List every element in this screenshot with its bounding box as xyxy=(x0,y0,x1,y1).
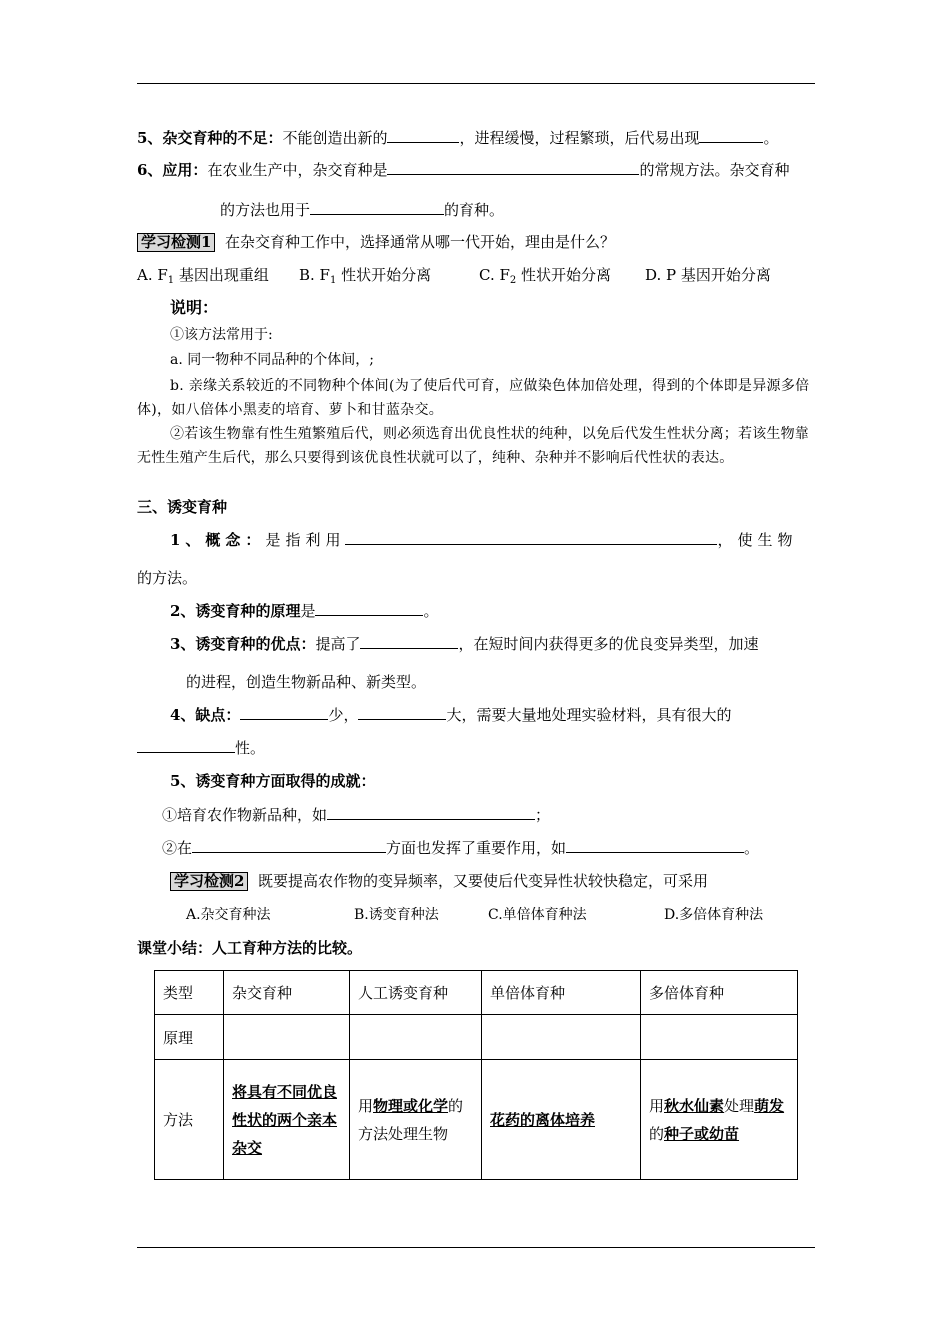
option-b[interactable]: B.诱变育种法 xyxy=(354,907,439,923)
note-title: 说明： xyxy=(170,298,219,317)
disadvantage-cont: 性。 xyxy=(137,738,265,758)
option-d[interactable]: D.多倍体育种法 xyxy=(664,907,764,923)
table-cell[interactable] xyxy=(482,1015,641,1060)
table-cell[interactable] xyxy=(224,1015,350,1060)
table-cell[interactable] xyxy=(641,1015,798,1060)
blank[interactable] xyxy=(566,838,744,853)
option-d[interactable]: D. P 基因开始分离 xyxy=(645,266,771,284)
method-hybrid: 将具有不同优良性状的两个亲本杂交 xyxy=(224,1060,350,1180)
option-a[interactable]: A. $F_1$ 基因出现重组 xyxy=(137,266,269,286)
table-row xyxy=(155,1060,798,1180)
check-2 xyxy=(170,871,708,891)
note-line-4: ②若该生物靠有性生殖繁殖后代，则必须选育出优良性状的纯种，以免后代发生性状分离；若该生物靠无性生殖产生后代，那么只要得到该优良性状就可以了，纯种、杂种并不影响后代性状的表达。 xyxy=(137,426,809,466)
item-6-label: 6、应用： xyxy=(137,161,208,179)
check-2-tag: 学习检测2 xyxy=(170,872,248,891)
check-1-question: 在杂交育种工作中，选择通常从哪一代开始，理由是什么？ xyxy=(224,233,615,251)
achievement-title: 5、诱变育种方面取得的成就： xyxy=(170,772,376,790)
blank[interactable] xyxy=(192,838,386,853)
method-haploid: 花药的离体培养 xyxy=(482,1060,641,1180)
bottom-rule xyxy=(137,1247,815,1248)
blank[interactable] xyxy=(327,805,535,820)
table-header: 人工诱变育种 xyxy=(350,971,482,1015)
table-row xyxy=(155,971,798,1015)
top-rule xyxy=(137,83,815,84)
blank[interactable] xyxy=(699,128,763,143)
table-cell[interactable] xyxy=(350,1015,482,1060)
blank[interactable] xyxy=(315,601,423,616)
advantage-line: 3、诱变育种的优点：提高了 ，在短时间内获得更多的优良变异类型，加速 xyxy=(170,635,759,653)
principle-line: 2、诱变育种的原理是 。 xyxy=(170,602,439,620)
table-header: 类型 xyxy=(155,971,224,1015)
blank[interactable] xyxy=(137,738,235,753)
table-header: 多倍体育种 xyxy=(641,971,798,1015)
option-c[interactable]: C.单倍体育种法 xyxy=(488,907,587,923)
blank[interactable] xyxy=(387,160,639,175)
table-cell: 方法 xyxy=(155,1060,224,1180)
table-header: 杂交育种 xyxy=(224,971,350,1015)
item-5: 5、杂交育种的不足：不能创造出新的 ，进程缓慢，过程繁琐，后代易出现 。 xyxy=(137,129,779,147)
achievement-1: ①培育农作物新品种，如 ； xyxy=(162,806,551,824)
method-polyploid: 用秋水仙素处理萌发的种子或幼苗 xyxy=(641,1060,798,1180)
section-3-title: 三、诱变育种 xyxy=(137,498,228,516)
blank[interactable] xyxy=(310,200,444,215)
concept-line: 1、概念：是指利用 ，使生物 xyxy=(170,531,798,549)
option-c[interactable]: C. $F_2$ 性状开始分离 xyxy=(479,266,612,286)
item-6-cont: 的方法也用于 的育种。 xyxy=(220,201,505,219)
check-1 xyxy=(137,232,615,252)
note-line-3: b. 亲缘关系较近的不同物种个体间(为了使后代可育，应做染色体加倍处理，得到的个体即是异源多倍体)，如八倍体小黑麦的培育、萝卜和甘蓝杂交。 xyxy=(137,378,810,418)
check-2-question: 既要提高农作物的变异频率，又要使后代变异性状较快稳定，可采用 xyxy=(257,872,708,890)
table-row xyxy=(155,1015,798,1060)
blank[interactable] xyxy=(387,128,459,143)
note-line-2: a. 同一物种不同品种的个体间，; xyxy=(170,352,374,368)
blank[interactable] xyxy=(345,530,717,545)
table-header: 单倍体育种 xyxy=(482,971,641,1015)
check-1-tag: 学习检测1 xyxy=(137,233,215,252)
blank[interactable] xyxy=(358,705,446,720)
concept-cont: 的方法。 xyxy=(137,569,198,587)
check-1-options xyxy=(137,265,771,291)
summary-title: 课堂小结：人工育种方法的比较。 xyxy=(137,939,363,957)
method-mutation: 用物理或化学的方法处理生物 xyxy=(350,1060,482,1180)
advantage-cont: 的进程，创造生物新品种、新类型。 xyxy=(186,673,427,691)
table-cell: 原理 xyxy=(155,1015,224,1060)
check-2-options xyxy=(186,905,763,925)
achievement-2: ②在 方面也发挥了重要作用，如 。 xyxy=(162,839,760,857)
blank[interactable] xyxy=(240,705,328,720)
note-line-1: ①该方法常用于: xyxy=(170,327,273,343)
disadvantage-line: 4、缺点： 少， 大，需要大量地处理实验材料，具有很大的 xyxy=(170,706,732,724)
item-5-label: 5、杂交育种的不足： xyxy=(137,129,283,147)
comparison-table xyxy=(154,970,798,1180)
option-b[interactable]: B. $F_1$ 性状开始分离 xyxy=(299,266,432,286)
item-6: 6、应用：在农业生产中，杂交育种是 的常规方法。杂交育种 xyxy=(137,161,790,179)
option-a[interactable]: A.杂交育种法 xyxy=(186,907,271,923)
blank[interactable] xyxy=(360,634,458,649)
